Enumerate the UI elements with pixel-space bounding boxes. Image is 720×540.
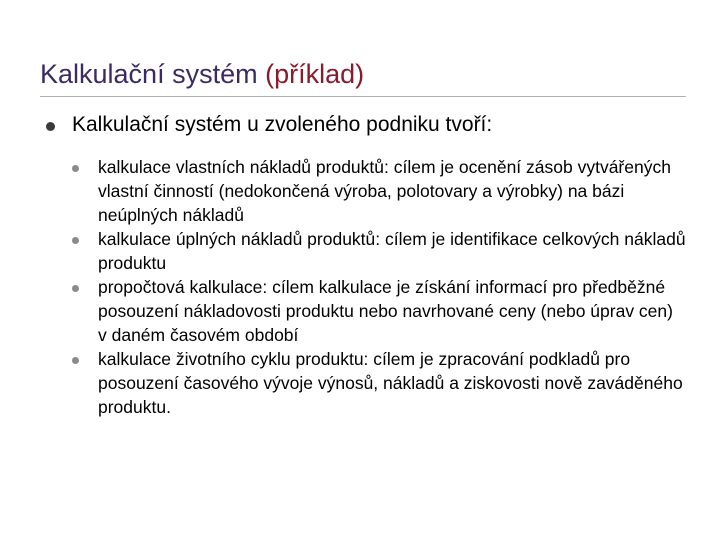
- sub-bullet-dot-icon: [72, 357, 79, 364]
- sub-bullet-text: kalkulace úplných nákladů produktů: cílem je identifikace celkových nákladů produktu: [98, 229, 686, 273]
- slide-title: [40, 54, 364, 94]
- sub-bullet-dot-icon: [72, 237, 79, 244]
- bullet-text: Kalkulační systém u zvoleného podniku tvoří:: [72, 113, 493, 136]
- bullet-list: [46, 109, 686, 419]
- bullet-dot-icon: [46, 122, 55, 131]
- sub-bullet-item: [72, 347, 686, 419]
- sub-bullet-item: [72, 227, 686, 275]
- sub-bullet-text: propočtová kalkulace: cílem kalkulace je získání informací pro předběžné posouzení nákladovosti produktu nebo navrhované ceny (nebo úprav cen) v daném časovém období: [98, 277, 673, 345]
- title-divider: [40, 96, 686, 97]
- sub-bullet-text: kalkulace vlastních nákladů produktů: cílem je ocenění zásob vytvářených vlastní činností (nedokončená výroba, polotovary a výrobky) na bázi neúplných nákladů: [98, 157, 671, 225]
- bullet-item: [46, 109, 686, 419]
- sub-bullet-list: [72, 155, 686, 419]
- sub-bullet-dot-icon: [72, 165, 79, 172]
- sub-bullet-item: [72, 155, 686, 227]
- sub-bullet-text: kalkulace životního cyklu produktu: cílem je zpracování podkladů pro posouzení časového vývoje výnosů, nákladů a ziskovosti nově zaváděného produktu.: [98, 349, 683, 417]
- slide-title-accent: (příklad): [265, 59, 365, 89]
- sub-bullet-dot-icon: [72, 285, 79, 292]
- sub-bullet-item: [72, 275, 686, 347]
- slide-title-main: Kalkulační systém: [40, 59, 258, 89]
